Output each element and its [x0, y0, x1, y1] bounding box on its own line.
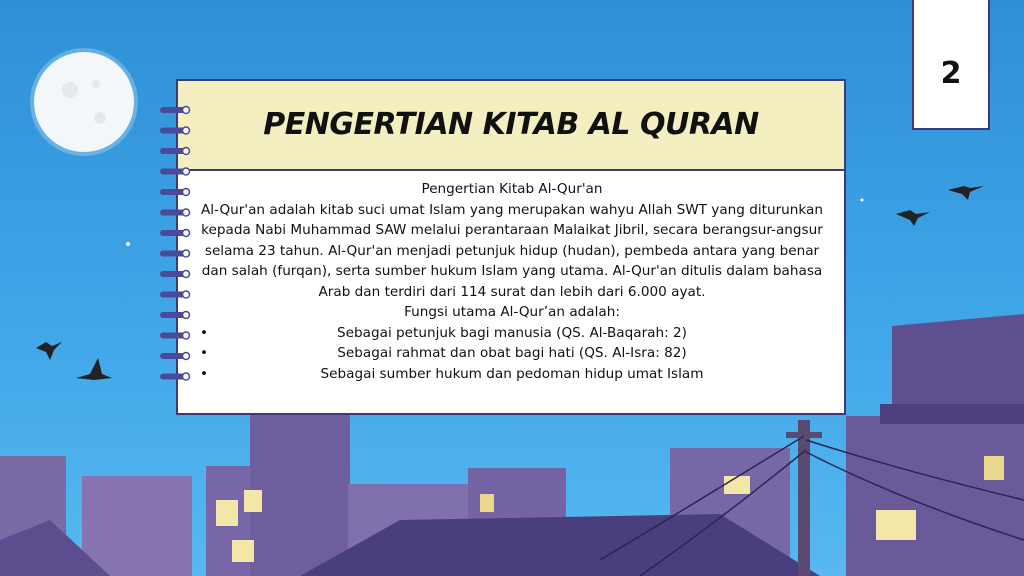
- spiral-hole: [183, 189, 190, 196]
- body-paragraph: Al-Qur'an adalah kitab suci umat Islam yang merupakan wahyu Allah SWT yang diturunkan kepada Nabi Muhammad SAW melalui perantaraan Malaikat Jibril, secara berangsur-angsur selama 23 tahun. Al-Qur'an menjadi petunjuk hidup (hudan), pembeda antara yang benar dan salah (furqan), serta sumber hukum Islam yang utama. Al-Qur'an ditulis dalam bahasa Arab dan terdiri dari 114 surat dan lebih dari 6.000 ayat.: [200, 201, 823, 300]
- spiral-hole: [183, 148, 190, 155]
- body-heading: Pengertian Kitab Al-Qur'an: [421, 181, 603, 197]
- spiral-hole: [183, 332, 190, 339]
- spiral-hole: [183, 291, 190, 298]
- list-item: • Sebagai sumber hukum dan pedoman hidup umat Islam: [192, 364, 832, 385]
- page-number-card: [912, 0, 990, 130]
- slide-title: PENGERTIAN KITAB AL QURAN: [263, 107, 759, 142]
- body-content: [192, 179, 832, 384]
- bullet-icon: •: [200, 324, 209, 341]
- spiral-hole: [183, 127, 190, 134]
- function-list: [192, 323, 832, 385]
- spiral-hole: [183, 107, 190, 114]
- spiral-binding-icon: [158, 104, 198, 394]
- spiral-hole: [183, 209, 190, 216]
- page-number: 2: [940, 56, 962, 91]
- notebook-card: [176, 79, 846, 415]
- notebook-header: [176, 79, 846, 171]
- bullet-icon: •: [200, 345, 209, 361]
- spiral-hole: [183, 271, 190, 278]
- notebook-body: [176, 169, 846, 415]
- spiral-hole: [183, 373, 190, 380]
- spiral-hole: [183, 250, 190, 257]
- bullet-icon: •: [200, 365, 209, 382]
- spiral-hole: [183, 312, 190, 319]
- spiral-hole: [183, 230, 190, 237]
- spiral-hole: [183, 168, 190, 175]
- spiral-hole: [183, 353, 190, 360]
- list-item: • Sebagai rahmat dan obat bagi hati (QS. Al-Isra: 82): [192, 343, 832, 364]
- list-intro: Fungsi utama Al-Qur’an adalah:: [404, 304, 620, 320]
- moon-disc: [34, 52, 134, 152]
- list-item: • Sebagai petunjuk bagi manusia (QS. Al-Baqarah: 2): [192, 323, 832, 344]
